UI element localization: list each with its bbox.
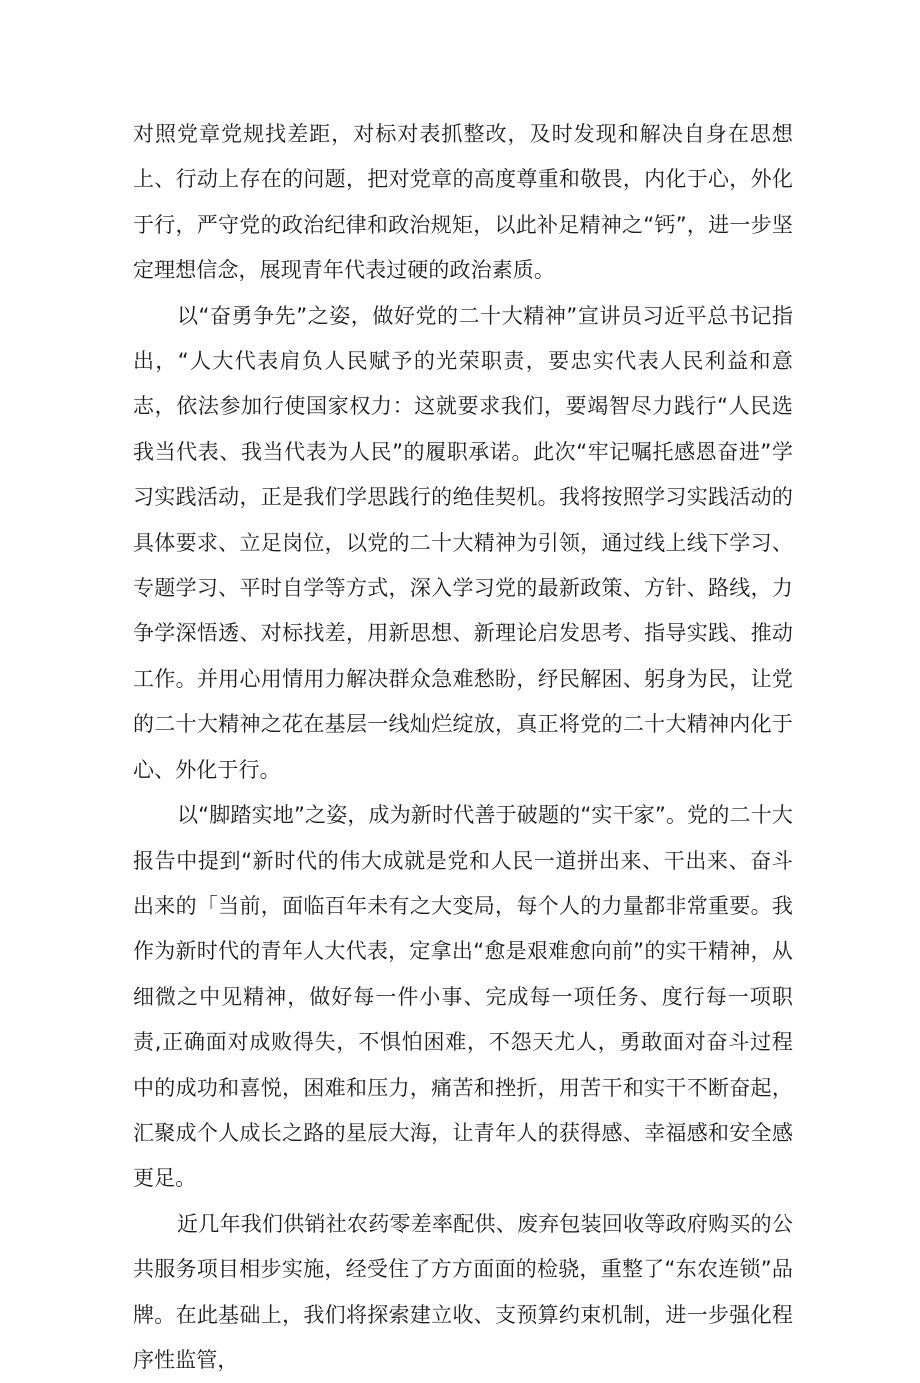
paragraph-3: 以“脚踏实地”之姿，成为新时代善于破题的“实干家”。党的二十大报告中提到“新时代的伟大成就是党和人民一道拼出来、干出来、奋斗出来的「当前，面临百年未有之大变局，每个人的力量都非常重要。我作为新时代的青年人大代表，定拿出“愈是艰难愈向前”的实干精神，从细微之中见精神，做好每一件小事、完成每一项任务、度行每一项职责,正确面对成败得失，不惧怕困难，不怨天尤人，勇敢面对奋斗过程中的成功和喜悦，困难和压力，痛苦和挫折，用苦干和实干不断奋起，汇聚成个人成长之路的星辰大海，让青年人的获得感、幸福感和安全感更足。 — [133, 803, 793, 1191]
paragraph-1: 对照党章党规找差距，对标对表抓整改，及时发现和解决自身在思想上、行动上存在的问题，把对党章的高度尊重和敬畏，内化于心，外化于行，严守党的政治纪律和政治规矩，以此补足精神之“钙”，进一步坚定理想信念，展现青年代表过硬的政治素质。 — [133, 122, 793, 283]
document-body — [133, 112, 793, 1383]
paragraph-2: 以“奋勇争先”之姿，做好党的二十大精神”宣讲员习近平总书记指出，“人大代表肩负人民赋予的光荣职责，要忠实代表人民利益和意志，依法参加行使国家权力：这就要求我们，要竭智尽力践行“人民选我当代表、我当代表为人民”的履职承诺。此次“牢记嘱托感恩奋进”学习实践活动，正是我们学思践行的绝佳契机。我将按照学习实践活动的具体要求、立足岗位，以党的二十大精神为引领，通过线上线下学习、专题学习、平时自学等方式，深入学习党的最新政策、方针、路线，力争学深悟透、对标找差，用新思想、新理论启发思考、指导实践、推动工作。并用心用情用力解决群众急难愁盼，纾民解困、躬身为民，让党的二十大精神之花在基层一线灿烂绽放，真正将党的二十大精神内化于心、外化于行。 — [133, 303, 793, 782]
paragraph-4: 近几年我们供销社农药零差率配供、废弃包装回收等政府购买的公共服务项目相步实施，经受住了方方面面的检骁，重整了“东农连锁”品牌。在此基础上，我们将探索建立收、支预算约束机制，进一步强化程序性监管， — [133, 1211, 793, 1372]
